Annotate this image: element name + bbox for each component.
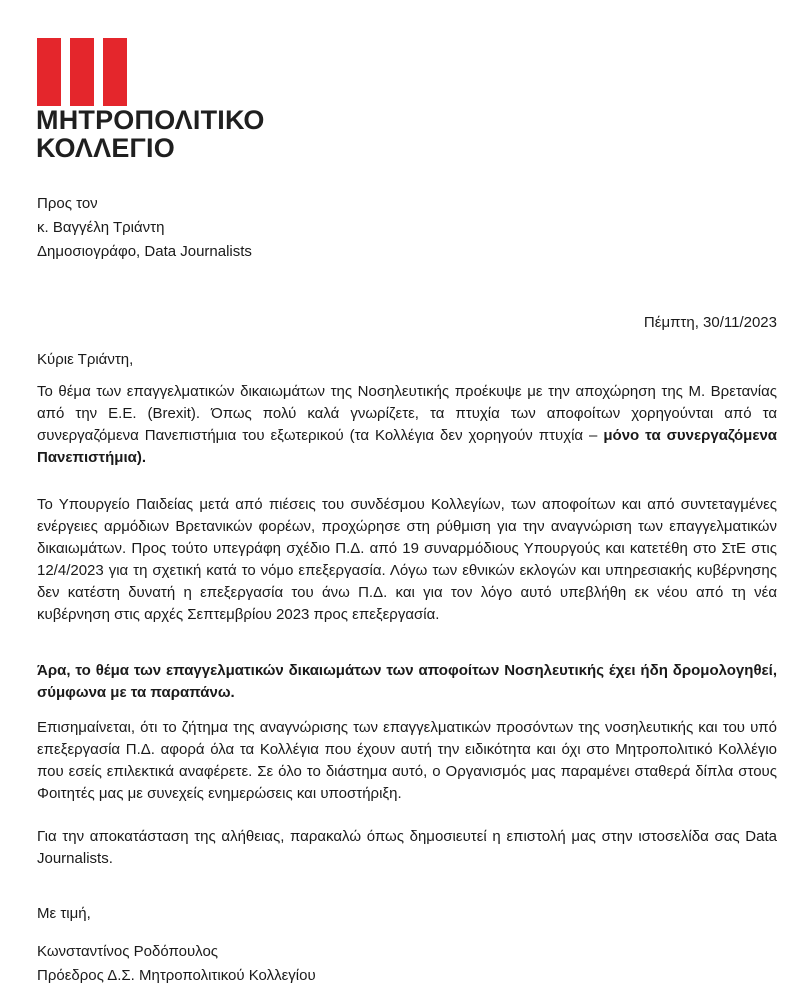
paragraph-2: Το Υπουργείο Παιδείας μετά από πιέσεις του συνδέσμου Κολλεγίων, των αποφοίτων και από συντεταγμένες ενέργειες αρμόδιων Βρετανικών φορέων, προχώρησε στη ρύθμιση για την αναγνώριση των επαγγελματικών δικαιωμάτων. Προς τούτο υπεγράφη σχέδιο Π.Δ. από 19 συναρμόδιους Υπουργούς και κατετέθη στο ΣτΕ στις 12/4/2023 για τη σχετική κατά το νόμο επεξεργασία. Λόγω των εθνικών εκλογών και υπηρεσιακής κυβέρνησης δεν κατέστη δυνατή η επεξεργασία του άνω Π.Δ. και για τον λόγο αυτό υπεβλήθη εκ νέου από τη νέα κυβέρνηση στις αρχές Σεπτεμβρίου 2023 προς επεξεργασία. <box>37 496 777 623</box>
letter-date: Πέμπτη, 30/11/2023 <box>643 314 777 331</box>
recipient-line-2: κ. Βαγγέλη Τριάντη <box>37 219 165 236</box>
college-logo-mark <box>37 38 127 106</box>
wordmark-line-2: ΚΟΛΛΕΓΙΟ <box>36 133 175 163</box>
closing: Με τιμή, <box>37 905 91 922</box>
paragraph-3-bold: Άρα, το θέμα των επαγγελματικών δικαιωμάτων των αποφοίτων Νοσηλευτικής έχει ήδη δρομολογηθεί, σύμφωνα με τα παραπάνω. <box>37 662 777 701</box>
paragraph-1 <box>37 381 777 469</box>
logo-bar-left <box>37 38 61 106</box>
college-wordmark <box>36 106 265 162</box>
recipient-line-1: Προς τον <box>37 195 98 212</box>
paragraph-4: Επισημαίνεται, ότι το ζήτημα της αναγνώρισης των επαγγελματικών προσόντων της νοσηλευτικής και του υπό επεξεργασία Π.Δ. αφορά όλα τα Κολλέγια που έχουν αυτή την ειδικότητα και όχι στο Μητροπολιτικό Κολλέγιο που εσείς επιλεκτικά αναφέρετε. Σε όλο το διάστημα αυτό, ο Οργανισμός μας παραμένει σταθερά δίπλα στους Φοιτητές μας με συνεχείς ενημερώσεις και υποστήριξη. <box>37 719 777 802</box>
signatory-name: Κωνσταντίνος Ροδόπουλος <box>37 943 219 960</box>
logo-bar-right <box>103 38 127 106</box>
recipient-block <box>37 192 252 264</box>
paragraph-1-text: Το θέμα των επαγγελματικών δικαιωμάτων της Νοσηλευτικής προέκυψε με την αποχώρηση της Μ. Βρετανίας από την Ε.Ε. (Brexit). Όπως πολύ καλά γνωρίζετε, τα πτυχία των αποφοίτων χορηγούνται από τα συνεργαζόμενα Πανεπιστήμια του εξωτερικού (τα Κολλέγια δεν χορηγούν πτυχία – <box>37 383 777 444</box>
recipient-line-3: Δημοσιογράφο, Data Journalists <box>37 243 252 260</box>
signature-block <box>37 940 316 988</box>
paragraph-5: Για την αποκατάσταση της αλήθειας, παρακαλώ όπως δημοσιευτεί η επιστολή μας στην ιστοσελίδα σας Data Journalists. <box>37 828 777 867</box>
wordmark-line-1: ΜΗΤΡΟΠΟΛΙΤΙΚΟ <box>36 105 265 135</box>
salutation: Κύριε Τριάντη, <box>37 351 134 368</box>
logo-bar-middle <box>70 38 94 106</box>
signatory-title: Πρόεδρος Δ.Σ. Μητροπολιτικού Κολλεγίου <box>37 967 316 984</box>
paragraph-1-bold: μόνο τα συνεργαζόμενα Πανεπιστήμια). <box>37 427 778 466</box>
